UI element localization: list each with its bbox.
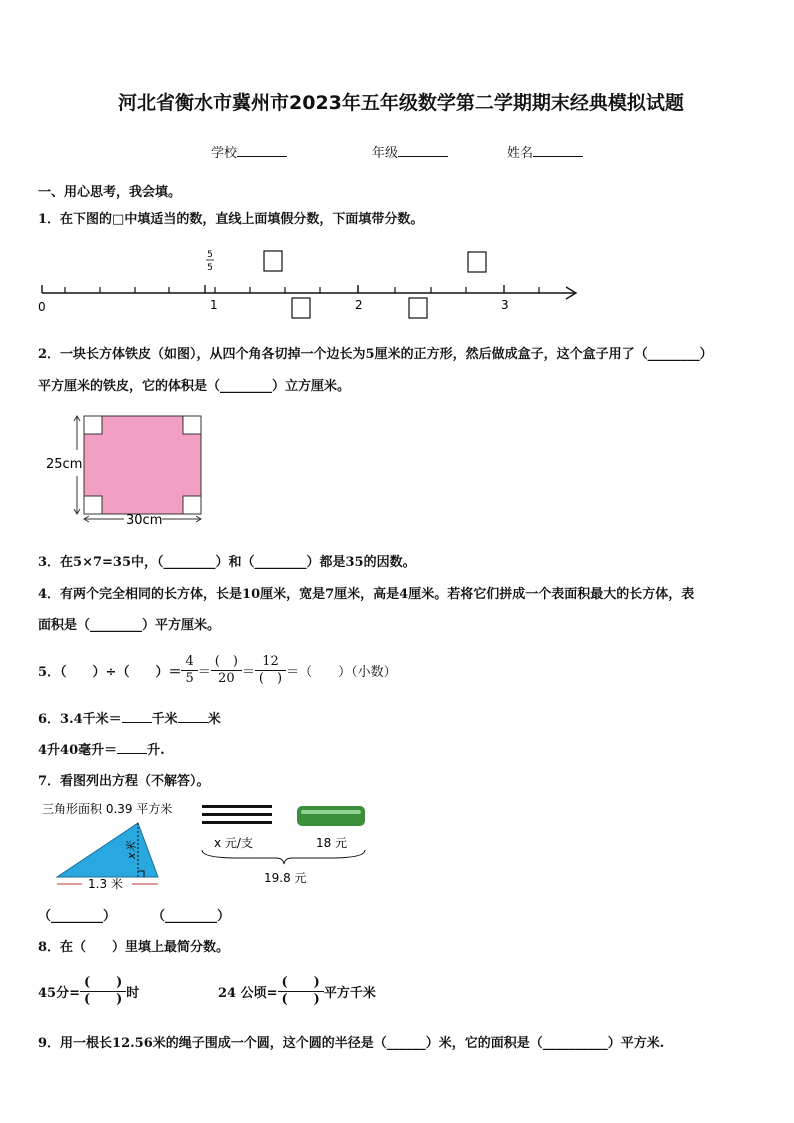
fraction-numerator-blank[interactable]: ( ) <box>278 975 324 992</box>
fraction-numerator-blank[interactable]: ( ) <box>80 975 126 992</box>
fraction-numerator: 12 <box>255 654 286 671</box>
section-heading: 一、用心思考，我会填。 <box>38 185 182 200</box>
width-label: 30cm <box>126 513 163 528</box>
triangle-base-label: 1.3 米 <box>88 877 123 890</box>
iron-sheet-figure <box>44 410 214 532</box>
grade-blank[interactable] <box>398 142 448 157</box>
fraction-blank <box>80 975 126 1008</box>
number-line-figure <box>38 240 583 325</box>
question-4-line-1: 4．有两个完全相同的长方体，长是10厘米，宽是7厘米，高是4厘米。若将它们拼成一个表面积最大的长方体，表 <box>38 587 695 602</box>
grade-label: 年级 <box>372 146 399 161</box>
question-1-text: 1．在下图的□中填适当的数，直线上面填假分数，下面填带分数。 <box>38 212 424 227</box>
answer-box-above-2[interactable] <box>468 252 486 272</box>
pen-icon <box>202 821 272 824</box>
q8a-unit: 时 <box>126 985 140 1001</box>
q6b-prefix: 4升40毫升＝ <box>38 743 118 758</box>
km-blank[interactable] <box>122 708 152 723</box>
answer-box-below-2[interactable] <box>409 298 427 318</box>
triangle-area-caption: 三角形面积 0.39 平方米 <box>42 802 173 816</box>
tick-label-1: 1 <box>210 298 218 312</box>
question-4-line-2: 面积是（________）平方厘米。 <box>38 618 221 633</box>
question-5-equation <box>38 650 397 690</box>
equals-sign: ＝ <box>241 664 255 680</box>
question-8-part-b <box>218 970 376 1012</box>
school-blank[interactable] <box>237 142 287 157</box>
q6b-unit: 升. <box>147 743 165 758</box>
question-3-text: 3．在5×7=35中，（________）和（________）都是35的因数。 <box>38 555 416 570</box>
question-8-part-a <box>38 970 139 1012</box>
tick-label-0: 0 <box>38 300 46 314</box>
equation-answer-2[interactable]: （________） <box>152 909 231 924</box>
fraction-denominator: 20 <box>218 670 235 686</box>
corner-cut-bottom-left <box>84 496 102 514</box>
fraction-12-blank <box>255 654 286 687</box>
q6a-mid: 千米 <box>151 712 178 727</box>
tick-label-3: 3 <box>501 298 509 312</box>
fraction-blank-20 <box>211 654 242 687</box>
question-7-text: 7．看图列出方程（不解答）。 <box>38 774 210 789</box>
question-2-line-1: 2．一块长方体铁皮（如图），从四个角各切掉一个边长为5厘米的正方形，然后做成盒子，这个盒子用了（________） <box>38 347 713 362</box>
equals-sign: ＝ <box>197 664 211 680</box>
given-fraction-numerator: 5 <box>207 250 213 260</box>
fraction-denominator-blank[interactable]: ( ) <box>258 670 283 686</box>
q8b-prefix: 24 公顷= <box>218 985 278 1001</box>
pencil-box-highlight <box>301 810 361 814</box>
question-9-text: 9．用一根长12.56米的绳子围成一个圆，这个圆的半径是（______）米，它的面积是（__________）平方米. <box>38 1036 665 1051</box>
triangle-shape <box>57 823 158 877</box>
fraction-denominator-blank[interactable]: ( ) <box>83 991 123 1007</box>
tick-label-2: 2 <box>355 298 363 312</box>
answer-box-below-1[interactable] <box>292 298 310 318</box>
given-fraction-denominator: 5 <box>207 263 213 273</box>
question-6-part-a <box>38 708 221 727</box>
box-price-label: 18 元 <box>316 836 348 850</box>
q6a-unit: 米 <box>207 712 221 727</box>
total-price-label: 19.8 元 <box>264 871 307 885</box>
liter-blank[interactable] <box>117 739 147 754</box>
school-label: 学校 <box>211 146 238 161</box>
question-6-part-b <box>38 739 165 758</box>
name-label: 姓名 <box>507 146 534 161</box>
q8a-prefix: 45分= <box>38 985 80 1001</box>
name-blank[interactable] <box>533 142 583 157</box>
answer-box-above-1[interactable] <box>264 251 282 271</box>
question-5-prefix: 5．（ ）÷（ ）＝ <box>38 664 182 680</box>
triangle-height-label: x米 <box>125 841 138 859</box>
equation-figures <box>38 798 378 890</box>
corner-cut-top-right <box>183 416 201 434</box>
pencil-box-icon <box>297 806 365 826</box>
corner-cut-bottom-right <box>183 496 201 514</box>
height-label: 25cm <box>46 457 83 472</box>
q6a-prefix: 6．3.4千米＝ <box>38 712 122 727</box>
number-line-ticks <box>42 285 539 293</box>
question-8-text: 8．在（ ）里填上最简分数。 <box>38 940 230 955</box>
m-blank[interactable] <box>178 708 208 723</box>
fraction-numerator-blank[interactable]: ( ) <box>211 654 242 671</box>
pen-price-label: x 元/支 <box>214 836 253 850</box>
question-5-suffix: ＝（ ）（小数） <box>286 664 397 680</box>
pen-icon <box>202 805 272 808</box>
page-title: 河北省衡水市冀州市2023年五年级数学第二学期期末经典模拟试题 <box>118 92 684 114</box>
fraction-denominator: 5 <box>185 670 194 686</box>
q8b-unit: 平方千米 <box>323 985 376 1001</box>
pen-icon <box>202 813 272 816</box>
fraction-denominator-blank[interactable]: ( ) <box>281 991 320 1007</box>
grade-field <box>372 142 448 161</box>
question-2-line-2: 平方厘米的铁皮，它的体积是（________）立方厘米。 <box>38 379 351 394</box>
corner-cut-top-left <box>84 416 102 434</box>
fraction-4-5 <box>181 654 197 687</box>
equation-answer-1[interactable]: （________） <box>38 909 117 924</box>
school-field <box>211 142 287 161</box>
name-field <box>507 142 583 161</box>
fraction-blank <box>278 975 324 1008</box>
fraction-numerator: 4 <box>181 654 197 671</box>
total-brace-icon <box>202 850 365 864</box>
